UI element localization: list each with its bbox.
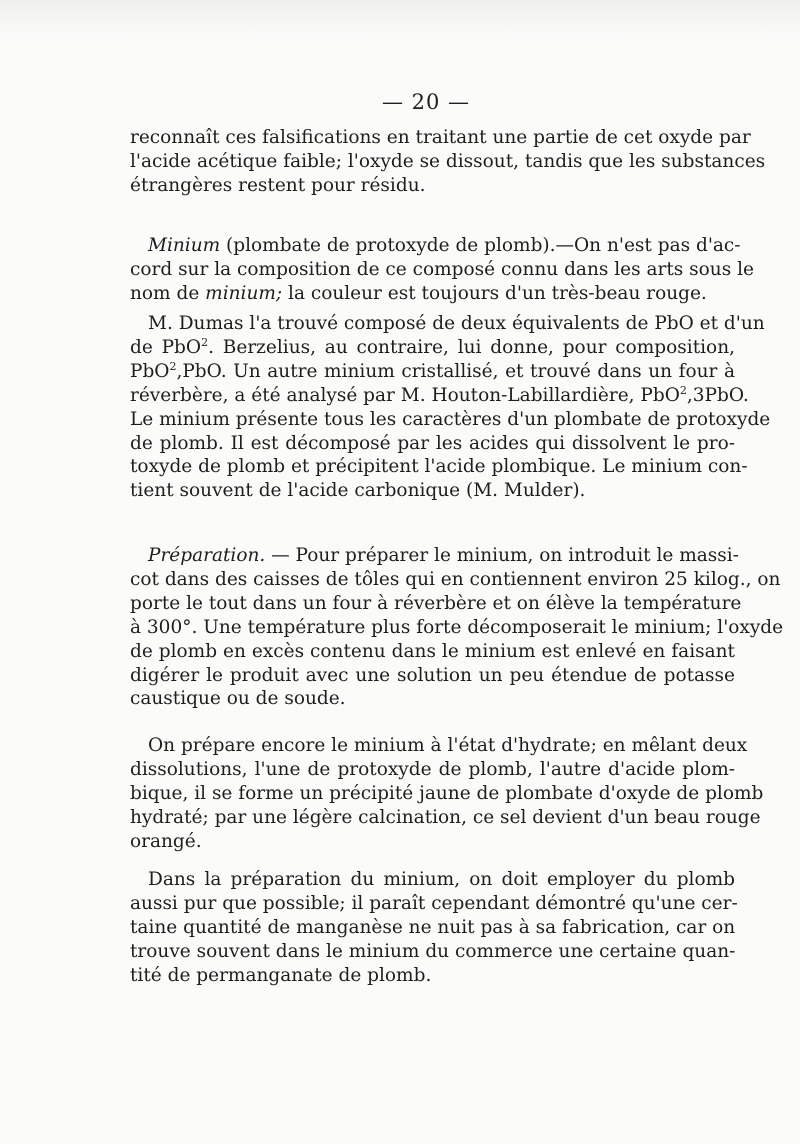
text-line: bique, il se forme un précipité jaune de plombate d'oxyde de plomb bbox=[130, 782, 764, 804]
text-line bbox=[130, 234, 741, 258]
text-line: cot dans des caisses de tôles qui en contiennent environ 25 kilog., on bbox=[130, 568, 781, 590]
text-line: porte le tout dans un four à réverbère et on élève la température bbox=[130, 592, 742, 614]
text-line: caustique ou de soude. bbox=[130, 688, 346, 710]
text-line: reconnaît ces falsifications en traitant une partie de cet oxyde par bbox=[130, 127, 751, 148]
text-fragment: — Pour préparer le minium, on introduit le massi- bbox=[265, 545, 739, 566]
text-line: étrangères restent pour résidu. bbox=[130, 174, 426, 196]
text-line: Le minium présente tous les caractères d'un plombate de protoxyde bbox=[130, 408, 771, 430]
paragraph-hydrate bbox=[130, 734, 764, 854]
section-heading-minium: Minium bbox=[148, 235, 221, 256]
text-line: tité de permanganate de plomb. bbox=[130, 964, 432, 986]
paragraph-purity bbox=[130, 868, 738, 988]
italic-term: minium; bbox=[205, 282, 283, 304]
text-fragment: ,PbO. Un autre minium cristallisé, et trouvé dans un four à bbox=[176, 360, 735, 382]
superscript: 2 bbox=[679, 383, 687, 397]
text-fragment: de PbO bbox=[130, 336, 202, 358]
text-line: hydraté; par une légère calcination, ce sel devient d'un beau rouge bbox=[130, 806, 761, 828]
paragraph-preparation bbox=[130, 544, 784, 711]
text-line: trouve souvent dans le minium du commerce une certaine quan- bbox=[130, 940, 736, 962]
text-line: l'acide acétique faible; l'oxyde se dissout, tandis que les substances bbox=[130, 150, 766, 172]
paragraph-composition bbox=[130, 312, 771, 503]
text-line: de plomb en excès contenu dans le minium est enlevé en faisant bbox=[130, 640, 735, 662]
text-fragment: ,3PbO. bbox=[686, 384, 749, 406]
text-line: orangé. bbox=[130, 830, 202, 852]
text-line bbox=[130, 336, 735, 360]
text-line: cord sur la composition de ce composé connu dans les arts sous le bbox=[130, 258, 754, 280]
text-line: tient souvent de l'acide carbonique (M. Mulder). bbox=[130, 480, 586, 502]
text-line bbox=[130, 282, 735, 306]
paragraph-minium bbox=[130, 234, 754, 306]
text-line: dissolutions, l'une de protoxyde de plomb, l'autre d'acide plom- bbox=[130, 758, 735, 780]
text-line: M. Dumas l'a trouvé composé de deux équivalents de PbO et d'un bbox=[148, 313, 765, 334]
text-fragment: la couleur est toujours d'un très-beau rouge. bbox=[282, 282, 707, 304]
text-fragment: réverbère, a été analysé par M. Houton-Labillardière, PbO bbox=[130, 384, 680, 406]
text-line: Dans la préparation du minium, on doit employer du plomb bbox=[148, 869, 735, 890]
text-line bbox=[130, 544, 739, 568]
text-line: à 300°. Une température plus forte décomposerait le minium; l'oxyde bbox=[130, 616, 784, 638]
superscript: 2 bbox=[169, 359, 177, 373]
section-heading-preparation: Préparation. bbox=[148, 545, 266, 566]
text-fragment: . Berzelius, au contraire, lui donne, pour composition, bbox=[208, 336, 735, 358]
page-edge-shadow bbox=[0, 0, 800, 40]
text-line: taine quantité de manganèse ne nuit pas à sa fabrication, car on bbox=[130, 916, 736, 938]
text-line: toxyde de plomb et précipitent l'acide plombique. Le minium con- bbox=[130, 456, 748, 478]
text-fragment: (plombate de protoxyde de plomb).—On n'est pas d'ac- bbox=[220, 235, 741, 256]
superscript: 2 bbox=[201, 335, 209, 349]
text-line: On prépare encore le minium à l'état d'hydrate; en mêlant deux bbox=[148, 735, 748, 756]
paragraph-intro bbox=[130, 126, 766, 198]
text-line bbox=[130, 383, 749, 408]
text-fragment: PbO bbox=[130, 360, 170, 382]
page-number: — 20 — bbox=[381, 90, 471, 114]
text-fragment: nom de bbox=[130, 282, 206, 304]
text-line: de plomb. Il est décomposé par les acides qui dissolvent le pro- bbox=[130, 432, 735, 454]
text-line: digérer le produit avec une solution un peu étendue de potasse bbox=[130, 664, 735, 686]
text-line: aussi pur que possible; il paraît cependant démontré qu'une cer- bbox=[130, 892, 738, 914]
text-line bbox=[130, 360, 735, 384]
